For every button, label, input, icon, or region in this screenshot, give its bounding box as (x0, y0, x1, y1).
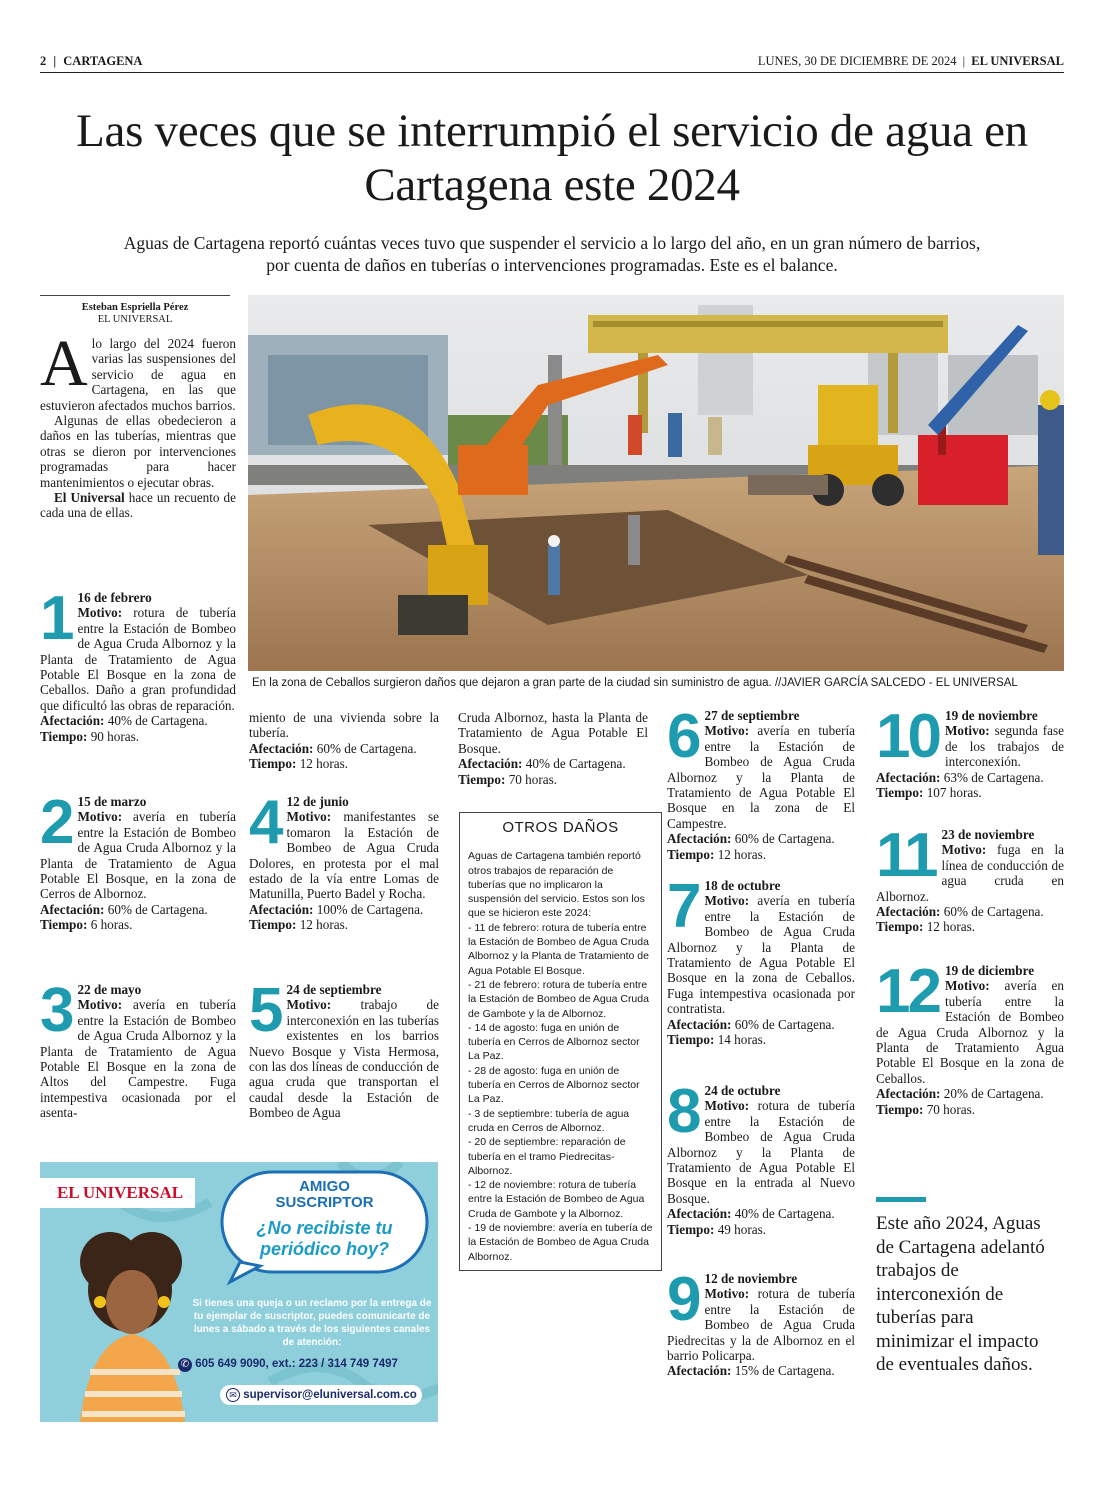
otros-intro: Aguas de Cartagena también reportó otros trabajos de reparación de tuberías que no implicaron la suspensión del servicio. Estos son los que se hicieron este 2024: (468, 850, 645, 920)
afectacion-label: Afectación: (667, 1016, 732, 1032)
motivo-label: Motivo: (944, 978, 990, 994)
otros-item-text: rotura de tubería entre la Estación de Bombeo de Agua Cruda de Gambote y la Albornoz. (468, 1179, 645, 1220)
entry-date: 19 de noviembre (944, 708, 1038, 723)
section-name: CARTAGENA (63, 54, 143, 68)
outlet: EL UNIVERSAL (97, 314, 173, 325)
entry-3 (40, 976, 236, 1121)
otros-item-date: - 28 de agosto: (468, 1064, 539, 1077)
afectacion-label: Afectación: (876, 769, 941, 785)
entry-continuation: Cruda Albornoz, hasta la Planta de Tratamiento de Agua Potable El Bosque. (458, 710, 648, 756)
otros-item-text: fuga en unión de tubería en Cerros de Albornoz sector La Paz. (468, 1064, 640, 1106)
entry-6 (667, 702, 855, 862)
entry-1 (40, 584, 236, 744)
ad-question-line1: ¿No recibiste tu (256, 1218, 393, 1238)
ad-phone-row (178, 1358, 438, 1372)
otros-item-date: - 19 de noviembre: (468, 1222, 556, 1235)
afectacion-label: Afectación: (40, 901, 105, 917)
entry-number: 11 (876, 821, 936, 890)
ad-phone: 605 649 9090, ext.: 223 / 314 749 7497 (195, 1358, 398, 1370)
paper-name: EL UNIVERSAL (971, 54, 1064, 68)
entry-continuation: miento de una vivienda sobre la tubería. (249, 710, 439, 741)
motivo-label: Motivo: (941, 842, 987, 858)
entry-motivo: segunda fase de los trabajos de interconexión. (944, 723, 1064, 770)
entry-motivo: avería en tubería entre la Estación de Bombeo de Agua Cruda Albornoz y la Planta de Tratamiento de Agua Potable El Bosque en la zona de Ceballos. Fuga intempestiva ocasionada por contratista. (667, 893, 855, 1017)
entry-afectacion: 20% de Cartagena. (940, 1086, 1044, 1102)
entry-3-continued (249, 710, 439, 772)
entry-number: 7 (667, 872, 699, 941)
entry-date: 12 de noviembre (704, 1271, 798, 1286)
entry-motivo: avería en tubería entre la Estación de Bombeo de Agua Cruda Albornoz y la Planta de Tratamiento de Agua Potable El Bosque, en la zona de Cerros de Albornoz. (40, 809, 236, 902)
otros-title: OTROS DAÑOS (502, 819, 619, 836)
entry-date: 18 de octubre (704, 878, 781, 893)
entry-number: 10 (876, 702, 939, 771)
entry-motivo: manifestantes se tomaron la Estación de Bombeo de Agua Cruda Dolores, en protesta por el mal estado de la vía entre Lomas de Matunilla, Puerto Badel y Rocha. (249, 809, 439, 902)
entry-tiempo: 6 horas. (87, 917, 133, 933)
lead-p1: lo largo del 2024 fueron varias las suspensiones del servicio de agua en Cartagena, en las que estuvieron afectados muchos barrios. (40, 336, 236, 413)
entry-tiempo: 12 horas. (714, 846, 767, 862)
otros-item-date: - 14 de agosto: (468, 1021, 539, 1034)
dropcap: A (40, 327, 88, 400)
author: Esteban Espriella Pérez (81, 302, 189, 313)
motivo-label: Motivo: (704, 893, 750, 909)
entry-7 (667, 872, 855, 1048)
entry-afectacion: 60% de Cartagena. (313, 740, 417, 756)
entry-afectacion: 60% de Cartagena. (104, 901, 208, 917)
otros-item-date: - 11 de febrero: (468, 921, 540, 934)
otros-item (468, 1221, 653, 1264)
entry-motivo: avería en tubería entre la Estación de Bombeo de Agua Cruda Albornoz y la Planta de Tratamiento de Agua Potable El Bosque en la zona de El Campestre. (667, 723, 855, 831)
afectacion-label: Afectación: (667, 1363, 732, 1379)
issue-date: LUNES, 30 DE DICIEMBRE DE 2024 (757, 54, 957, 68)
ad-logo: EL UNIVERSAL (56, 1183, 184, 1202)
tiempo-label: Tiempo: (40, 917, 88, 933)
entry-number: 5 (249, 976, 281, 1045)
entry-date: 27 de septiembre (704, 708, 800, 723)
entry-tiempo: 70 horas. (923, 1101, 976, 1117)
email-icon: ✉ (226, 1388, 240, 1402)
entry-date: 24 de octubre (704, 1083, 781, 1098)
entry-afectacion: 60% de Cartagena. (731, 1016, 835, 1032)
ad-question (222, 1218, 427, 1260)
entry-afectacion: 40% de Cartagena. (522, 756, 626, 772)
entry-number: 12 (876, 957, 939, 1026)
construction-photo (248, 295, 1064, 671)
afectacion-label: Afectación: (40, 713, 105, 729)
entry-motivo: trabajo de interconexión en las tuberías existentes en los barrios Nuevo Bosque y Vista Hermosa, con las dos líneas de conducción de agua cruda que transportan el caudal desde la Estación de Bombeo de Agua (249, 997, 439, 1121)
afectacion-label: Afectación: (249, 901, 314, 917)
otros-item (468, 1107, 653, 1136)
deck: Aguas de Cartagena reportó cuántas veces tuvo que suspender el servicio a lo largo del año, en un gran número de barrios, por cuenta de daños en tuberías o intervenciones programadas. Este es el balance. (123, 233, 981, 275)
lead-p2: Algunas de ellas obedecieron a daños en las tuberías, mientras que otras se dieron por intervenciones programadas para hacer mantenimientos o ejecutar obras. (40, 413, 236, 490)
entry-afectacion: 63% de Cartagena. (940, 769, 1044, 785)
entry-tiempo: 12 horas. (296, 917, 349, 933)
ad-body: Si tienes una queja o un reclamo por la entrega de tu ejemplar de suscriptor, puedes comunicarte de lunes a sábado a través de los siguientes canales de atención: (192, 1298, 432, 1348)
motivo-label: Motivo: (704, 1286, 750, 1302)
subscriber-ad (40, 1162, 438, 1422)
lead-text (40, 327, 237, 521)
entry-12 (876, 957, 1064, 1117)
entry-number: 6 (667, 702, 699, 771)
entry-afectacion: 15% de Cartagena. (731, 1363, 835, 1379)
ad-email: supervisor@eluniversal.com.co (243, 1389, 417, 1401)
motivo-label: Motivo: (77, 605, 123, 621)
entry-number: 8 (667, 1077, 699, 1146)
entry-date: 23 de noviembre (941, 827, 1035, 842)
page-date-paper: LUNES, 30 DE DICIEMBRE DE 2024 | EL UNIVERSAL (757, 54, 1064, 68)
otros-item (468, 1135, 653, 1178)
motivo-label: Motivo: (77, 809, 123, 825)
otros-item-text: fuga en unión de tubería en Cerros de Albornoz sector La Paz. (468, 1021, 640, 1063)
entry-10 (876, 702, 1064, 801)
entry-number: 3 (40, 976, 72, 1045)
photo-caption: En la zona de Ceballos surgieron daños que dejaron a gran parte de la ciudad sin suministro de agua. //JAVIER GARCÍA SALCEDO - EL UNIVERSAL (252, 677, 1018, 689)
otros-item-date: - 20 de septiembre: (468, 1136, 559, 1149)
entry-number: 2 (40, 788, 72, 857)
ad-email-row (226, 1388, 426, 1402)
tiempo-label: Tiempo: (667, 846, 715, 862)
tiempo-label: Tiempo: (249, 917, 297, 933)
afectacion-label: Afectación: (876, 904, 941, 920)
otros-item (468, 978, 653, 1021)
entry-date: 24 de septiembre (286, 982, 382, 997)
entry-tiempo: 12 horas. (296, 756, 349, 772)
motivo-label: Motivo: (77, 997, 123, 1013)
motivo-label: Motivo: (944, 723, 990, 739)
entry-motivo: rotura de tubería entre la Estación de Bombeo de Agua Cruda Albornoz y la Planta de Tratamiento de Agua Potable El Bosque en la zona de Ceballos. Daño a gran profundidad que dificultó las obras de reparación. (40, 605, 236, 713)
entry-afectacion: 60% de Cartagena. (731, 831, 835, 847)
entry-motivo: rotura de tubería entre la Estación de Bombeo de Agua Cruda Albornoz y la Planta de Tratamiento de Agua Potable El Bosque en la entrada al Nuevo Bosque. (667, 1098, 855, 1206)
tiempo-label: Tiempo: (876, 785, 924, 801)
tiempo-label: Tiempo: (876, 1101, 924, 1117)
entry-5-continued (458, 710, 648, 787)
entry-afectacion: 40% de Cartagena. (731, 1206, 835, 1222)
entry-date: 15 de marzo (77, 794, 147, 809)
entry-9 (667, 1265, 855, 1379)
entry-afectacion: 100% de Cartagena. (313, 901, 424, 917)
headline: Las veces que se interrumpió el servicio de agua en Cartagena este 2024 (76, 105, 1028, 211)
entry-motivo: avería en tubería entre la Estación de Bombeo de Agua Cruda Albornoz y la Planta de Tratamiento de Agua Potable El Bosque en la zona de Altos del Campestre. Fuga intempestiva ocasionada por el asenta- (40, 997, 236, 1121)
entry-tiempo: 107 horas. (923, 785, 982, 801)
entry-number: 9 (667, 1265, 699, 1334)
page-section: 2 | CARTAGENA (40, 54, 143, 68)
ad-question-line2: periódico hoy? (259, 1239, 389, 1259)
ad-title-line2: SUSCRIPTOR (275, 1194, 374, 1211)
entry-motivo: fuga en la línea de conducción de agua cruda en Albornoz. (876, 842, 1064, 904)
entry-motivo: rotura de tubería entre la Estación de Bombeo de Agua Cruda Piedrecitas y la de Albornoz en el barrio Policarpa. (667, 1286, 855, 1364)
otros-item-text: tubería de agua cruda en Cerros de Albornoz. (468, 1107, 630, 1134)
otros-item-text: rotura de tubería entre la Estación de Bombeo de Agua Cruda Albornoz y la Planta de Tratamiento de Agua Potable El Bosque. (468, 921, 649, 977)
afectacion-label: Afectación: (249, 740, 314, 756)
entry-number: 4 (249, 788, 281, 857)
entry-2 (40, 788, 236, 933)
tiempo-label: Tiempo: (249, 756, 297, 772)
phone-icon: ✆ (178, 1358, 192, 1372)
pull-quote (876, 1197, 1056, 1377)
afectacion-label: Afectación: (458, 756, 523, 772)
entry-tiempo: 14 horas. (714, 1032, 767, 1048)
entry-date: 16 de febrero (77, 590, 152, 605)
tiempo-label: Tiempo: (458, 771, 506, 787)
entry-date: 19 de diciembre (944, 963, 1035, 978)
entry-tiempo: 90 horas. (87, 728, 140, 744)
otros-item-date: - 21 de febrero: (468, 978, 540, 991)
page-header (40, 54, 1064, 73)
motivo-label: Motivo: (286, 997, 332, 1013)
otros-item-text: avería en tubería de la Estación de Bombeo de Agua Cruda Albornoz. (468, 1222, 653, 1263)
afectacion-label: Afectación: (876, 1086, 941, 1102)
tiempo-label: Tiempo: (876, 919, 924, 935)
otros-item (468, 921, 653, 978)
entry-4 (249, 788, 439, 933)
entry-motivo: avería en tubería entre la Estación de Bombeo de Agua Cruda Albornoz y la Planta de Tratamiento Agua Potable El Bosque en la zona de Ceballos. (876, 978, 1064, 1086)
page-number: 2 (40, 54, 47, 68)
entry-tiempo: 49 horas. (714, 1221, 767, 1237)
motivo-label: Motivo: (704, 1098, 750, 1114)
otros-item-date: - 12 de noviembre: (468, 1179, 556, 1192)
pull-quote-text: Este año 2024, Aguas de Cartagena adelantó trabajos de interconexión de tuberías para minimizar el impacto de eventuales daños. (876, 1213, 1045, 1375)
ad-title (222, 1179, 427, 1211)
tiempo-label: Tiempo: (40, 728, 88, 744)
entry-tiempo: 70 horas. (505, 771, 558, 787)
otros-item-text: rotura de tubería entre la Estación de Bombeo de Agua Cruda de Gambote y la de Albornoz. (468, 978, 649, 1020)
ad-title-line1: AMIGO (299, 1178, 350, 1195)
tiempo-label: Tiempo: (667, 1032, 715, 1048)
entry-5 (249, 976, 439, 1121)
entry-afectacion: 40% de Cartagena. (104, 713, 208, 729)
otros-item (468, 1064, 653, 1107)
tiempo-label: Tiempo: (667, 1221, 715, 1237)
otros-item (468, 1021, 653, 1064)
entry-8 (667, 1077, 855, 1237)
afectacion-label: Afectación: (667, 831, 732, 847)
otros-item-text: reparación de tubería en el tramo Piedrecitas-Albornoz. (468, 1136, 626, 1177)
afectacion-label: Afectación: (667, 1206, 732, 1222)
pull-quote-bar (876, 1197, 926, 1202)
otros-item-date: - 3 de septiembre: (468, 1107, 553, 1120)
entry-date: 22 de mayo (77, 982, 142, 997)
entry-tiempo: 12 horas. (923, 919, 976, 935)
otros-danos-box (459, 812, 662, 1271)
entry-afectacion: 60% de Cartagena. (940, 904, 1044, 920)
byline (40, 295, 230, 326)
entry-11 (876, 821, 1064, 935)
entry-number: 1 (40, 584, 72, 653)
motivo-label: Motivo: (704, 723, 750, 739)
entry-date: 12 de junio (286, 794, 349, 809)
lead-p3-bold: El Universal (54, 490, 125, 506)
otros-item (468, 1178, 653, 1221)
lead-p3: hace un recuento de cada una de ellas. (40, 490, 237, 521)
motivo-label: Motivo: (286, 809, 332, 825)
